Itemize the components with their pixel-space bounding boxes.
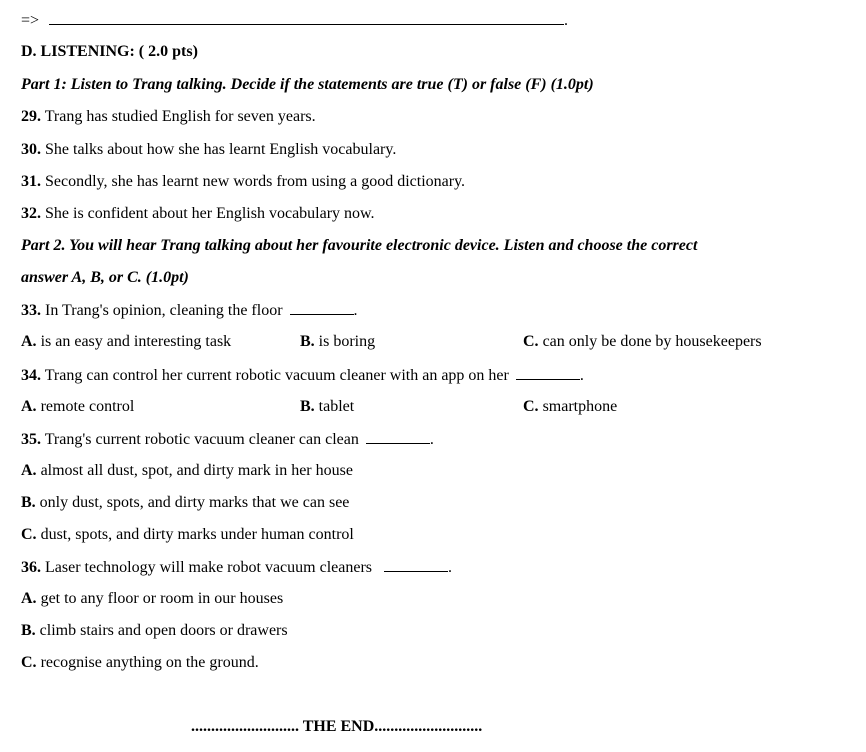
period: . — [564, 12, 569, 29]
answer-blank[interactable] — [49, 10, 564, 25]
option-36-c[interactable]: C. recognise anything on the ground. — [21, 654, 259, 671]
answer-blank[interactable] — [516, 365, 580, 380]
question-35: 35. Trang's current robotic vacuum cleaner can clean . — [21, 431, 434, 448]
option-35-a[interactable]: A. almost all dust, spot, and dirty mark in her house — [21, 462, 353, 479]
question-33: 33. In Trang's opinion, cleaning the floor . — [21, 302, 358, 319]
option-35-c[interactable]: C. dust, spots, and dirty marks under human control — [21, 526, 354, 543]
option-34-a[interactable]: A. remote control — [21, 398, 135, 415]
part2-instruction-line1: Part 2. You will hear Trang talking about her favourite electronic device. Listen and choose the correct — [21, 237, 698, 254]
section-heading: D. LISTENING: ( 2.0 pts) — [21, 43, 198, 60]
option-33-c[interactable]: C. can only be done by housekeepers — [523, 333, 762, 350]
statement-30: 30. She talks about how she has learnt English vocabulary. — [21, 141, 397, 158]
option-34-b[interactable]: B. tablet — [300, 398, 355, 415]
option-33-b[interactable]: B. is boring — [300, 333, 376, 350]
part1-instruction: Part 1: Listen to Trang talking. Decide if the statements are true (T) or false (F) (1.0pt) — [21, 76, 594, 93]
option-36-b[interactable]: B. climb stairs and open doors or drawers — [21, 622, 288, 639]
answer-blank[interactable] — [366, 429, 430, 444]
arrow-mark: => — [21, 12, 40, 29]
statement-29: 29. Trang has studied English for seven years. — [21, 108, 316, 125]
answer-blank[interactable] — [384, 557, 448, 572]
option-35-b[interactable]: B. only dust, spots, and dirty marks that we can see — [21, 494, 350, 511]
answer-line — [21, 10, 568, 31]
statement-31: 31. Secondly, she has learnt new words from using a good dictionary. — [21, 173, 466, 190]
part2-instruction-line2: answer A, B, or C. (1.0pt) — [21, 269, 189, 286]
option-34-c[interactable]: C. smartphone — [523, 398, 618, 415]
option-36-a[interactable]: A. get to any floor or room in our houses — [21, 590, 284, 607]
question-36: 36. Laser technology will make robot vacuum cleaners . — [21, 559, 452, 576]
end-marker: ........................... THE END........................... — [191, 718, 483, 735]
question-34: 34. Trang can control her current robotic vacuum cleaner with an app on her . — [21, 367, 584, 384]
answer-blank[interactable] — [290, 300, 354, 315]
option-33-a[interactable]: A. is an easy and interesting task — [21, 333, 232, 350]
statement-32: 32. She is confident about her English vocabulary now. — [21, 205, 375, 222]
